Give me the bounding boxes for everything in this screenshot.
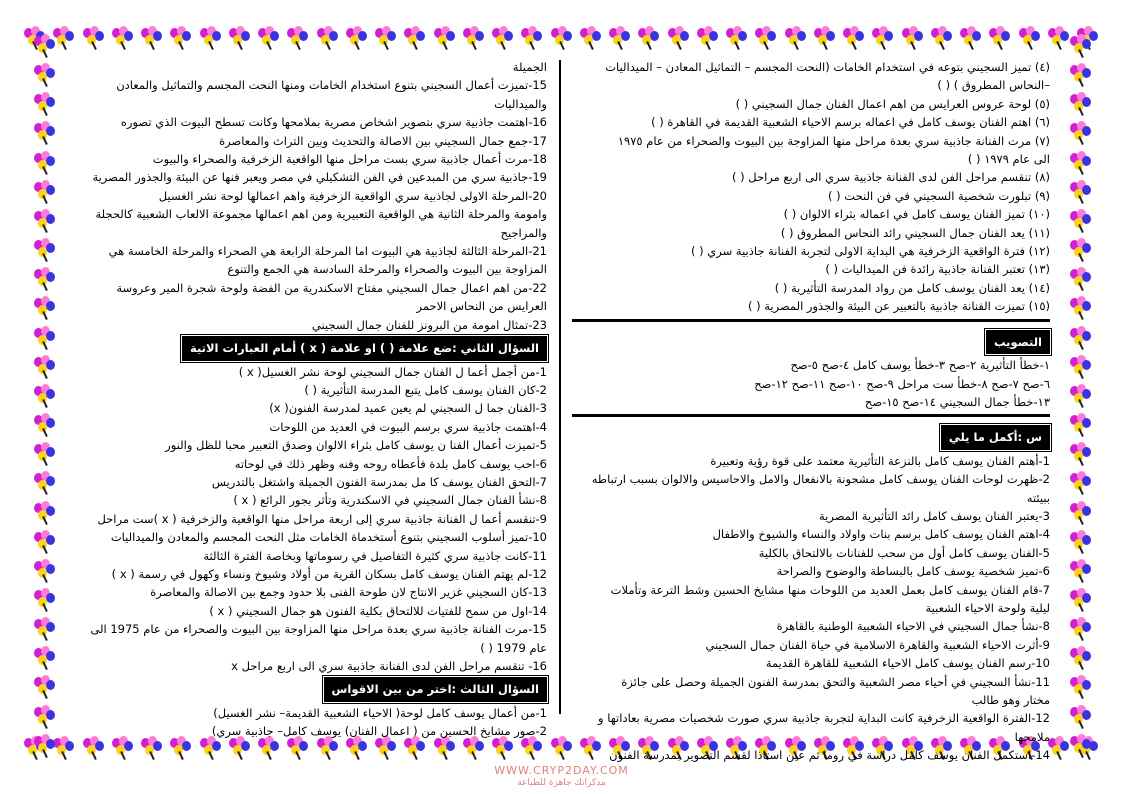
balloon-bunch-icon [755,26,777,50]
true-false-statement: الى عام ١٩٧٩ ( ) [967,152,1050,167]
complete-statement: العرايس من النحاس الاحمر [416,299,547,314]
complete-statement: 8-نشأ جمال السجيني في الاحياء الشعبية الوطنية بالقاهرة [776,619,1050,634]
question-two-statement: 13-كان السجيني غزير الانتاج لان طوحة الفنى بلا حدود وجمع بين الاصالة والمعاصرة [150,585,547,600]
true-false-statement: –النحاس المطروق ) ( ) [937,78,1050,93]
balloon-bunch-icon [1070,705,1092,729]
complete-statement: والميداليات [494,96,547,111]
balloon-bunch-icon [638,26,660,50]
balloon-bunch-icon [34,326,56,350]
footer-note: مذكراتك جاهزة للطباعة [517,778,606,788]
complete-statement: 17-جمع جمال السجيني بين الاصالة والتحديث وبين التراث والمعاصرة [219,133,547,148]
balloon-bunch-icon [1070,442,1092,466]
complete-statement: 6-تميز شخصية يوسف كامل بالبساطة والوضوح والصراحة [776,564,1050,579]
balloon-bunch-icon [141,26,163,50]
correction-line: ٦-صح ٧-صح ٨-خطأ ست مراحل ٩-صح ١٠-صح ١١-صح ١٢-صح [754,376,1050,391]
complete-heading: س :أكمل ما يلي [941,425,1050,449]
section-rule [572,319,1050,322]
question-three-statement: 2-صور مشايخ الحسين من ( اعمال الفنان) يوسف كامل– جاذبية سري) [211,724,547,739]
balloon-bunch-icon [609,26,631,50]
balloon-bunch-icon [34,675,56,699]
balloon-bunch-icon [34,180,56,204]
balloon-bunch-icon [1070,92,1092,116]
complete-statement: 5-الفنان يوسف كامل أول من سحب للفنانات بالالتحاق بالكلية [758,545,1050,560]
balloon-bunch-icon [34,501,56,525]
true-false-statement: (١٤) يعد الفنان يوسف كامل من رواد المدرسة التأثيرية ( ) [774,280,1050,295]
balloon-bunch-icon [34,267,56,291]
balloon-bunch-icon [112,26,134,50]
balloon-bunch-icon [34,34,56,58]
question-two-statement: 11-كانت جاذبية سري كثيرة التفاصيل في رسوماتها وبخاصة الفترة الثالثة [203,548,547,563]
balloon-bunch-icon [34,442,56,466]
balloon-bunch-icon [346,26,368,50]
balloon-bunch-icon [170,26,192,50]
question-three-list [72,704,547,741]
balloon-bunch-icon [317,26,339,50]
section-rule [572,414,1050,417]
complete-statement: الجميلة [512,60,547,74]
balloon-bunch-icon [1070,384,1092,408]
balloon-bunch-icon [375,26,397,50]
balloon-bunch-icon [1070,326,1092,350]
balloon-bunch-icon [34,646,56,670]
question-two-statement: عام 1979 ( ) [480,640,547,655]
balloon-bunch-icon [1070,501,1092,525]
right-column [572,58,1050,765]
balloon-bunch-icon [1070,355,1092,379]
balloon-bunch-icon [726,26,748,50]
balloon-bunch-icon [258,26,280,50]
left-balloon-border [28,34,62,758]
balloon-bunch-icon [34,296,56,320]
question-two-list [72,363,547,676]
complete-statement: 21-المرحلة الثالثة لجاذبية هي البيوت اما المرحلة الرابعة هي الصحراء والمرحلة الخامسة هي [108,244,547,259]
complete-statement: 11-نشأ السجيني في أحياء مصر الشعبية والتحق بمدرسة الفنون الجميلة وحصل على جائزة [621,674,1050,689]
balloon-bunch-icon [34,617,56,641]
balloon-bunch-icon [34,121,56,145]
complete-statement: المزاوجة بين البيوت والصحراء والمرحلة السادسة هي الجمع والتنوع [227,262,547,277]
balloon-bunch-icon [34,588,56,612]
complete-statement: 19-جاذبية سري من المبدعين في الفن التشكيلي في مصر ويعبر فنها عن البيئة والجذور المصرية [92,170,547,185]
question-two-statement: 6-احب يوسف كامل بلدة فأعطاه روحه وفنه وظهر ذلك في لوحاته [234,456,547,471]
true-false-statement: (٩) تبلورت شخصية السجيني في فن النحت ( ) [828,188,1050,203]
true-false-list [572,58,1050,316]
balloon-bunch-icon [1070,267,1092,291]
balloon-bunch-icon [34,92,56,116]
balloon-bunch-icon [229,26,251,50]
complete-statement: 9-أثرت الاحياء الشعبية والقاهرة الاسلامية في حياة الفنان جمال السجيني [705,637,1050,652]
question-two-statement: 12-لم يهتم الفنان يوسف كامل بسكان القرية من أولاد وشيوخ ونساء وكهول في رسمة ( x ) [111,566,547,581]
balloon-bunch-icon [1070,675,1092,699]
true-false-statement: (١٥) تميزت الفنانة جاذبية بالتعبير عن البيئة والجذور المصرية ( ) [747,299,1050,314]
complete-statement: مختار وهو طالب [971,693,1050,707]
question-two-statement: 10-تميز أسلوب السجيني بتنوع أستخدماة الخامات مثل النحت المجسم والمعادن والميداليات [110,530,547,545]
question-two-statement: 4-اهتمت جاذبية سري برسم البيوت في العديد من اللوحات [269,419,547,434]
complete-statement: 22-من اهم اعمال جمال السجيني مفتاح الاسكندرية من الفضة ولوحة شجرة المير وعروسة [116,280,547,295]
complete-statement: 14-استكمل الفنان يوسف كامل دراسة في روما ثم عين استاذا لقسم التصوير بمدرسة الفنون [609,748,1050,763]
question-two-statement: 15-مرت الفنانة جاذبية سري بعدة مراحل منها المزاوجة بين البيوت والصحراء من عام 1975 الى [90,622,547,637]
balloon-bunch-icon [1070,588,1092,612]
question-two-statement: 1-من أجمل أعما ل الفنان جمال السجيني لوحة نشر الغسيل( x ) [238,364,547,379]
correction-line: ١-خطأ التأثيرية ٢-صح ٣-خطأ يوسف كامل ٤-صح ٥-صح [790,358,1050,373]
balloon-bunch-icon [843,26,865,50]
complete-list-continued [72,58,547,334]
balloon-bunch-icon [902,26,924,50]
balloon-bunch-icon [1070,121,1092,145]
balloon-bunch-icon [1070,238,1092,262]
balloon-bunch-icon [1070,734,1092,758]
complete-statement: 7-قام الفنان يوسف كامل بعمل العديد من اللوحات منها مشايخ الحسين وشط الترعة وتأملات [610,582,1050,597]
balloon-bunch-icon [34,705,56,729]
question-two-statement: 14-اول من سمح للفتيات للالتحاق بكلية الفنون هو جمال السجيني ( x ) [209,603,547,618]
balloon-bunch-icon [1070,646,1092,670]
balloon-bunch-icon [551,26,573,50]
footer-website: WWW.CRYP2DAY.COM [494,764,629,777]
question-two-heading: السؤال الثاني :ضع علامة ( ) او علامة ( x ) أمام العبارات الاتية [182,336,547,360]
correction-block [572,328,1050,412]
complete-statement: 10-رسم الفنان يوسف كامل الاحياء الشعبية للقاهرة القديمة [765,656,1050,671]
balloon-bunch-icon [1070,413,1092,437]
balloon-bunch-icon [1070,63,1092,87]
left-column [72,58,547,741]
complete-statement: 3-يعتبر الفنان يوسف كامل رائد التأثيرية المصرية [819,508,1050,523]
complete-statement: 15-تميزت أعمال السجيني بتنوع استخدام الخامات ومنها النحت المجسم والتماثيل والمعادن [116,78,547,93]
complete-statement: 16-اهتمت جاذبية سري بتصوير اشخاص مصرية بملامحها وكانت تسطح البيوت الذي تصوره [120,115,547,130]
balloon-bunch-icon [989,26,1011,50]
balloon-bunch-icon [287,26,309,50]
balloon-bunch-icon [1070,296,1092,320]
balloon-bunch-icon [1070,530,1092,554]
balloon-bunch-icon [1070,471,1092,495]
question-two-statement: 2-كان الفنان يوسف كامل يتبع المدرسة التأثيرية ( ) [304,382,547,397]
complete-statement: 4-اهتم الفنان يوسف كامل برسم بنات واولاد والنساء والشيوخ والاطفال [712,527,1050,542]
balloon-bunch-icon [960,26,982,50]
balloon-bunch-icon [668,26,690,50]
complete-statement: 18-مرت أعمال جاذبية سري بست مراحل منها الواقعية الزخرفية والصحراء والبيوت [152,152,547,167]
true-false-statement: (١٠) تميز الفنان يوسف كامل في اعماله بثراء الالوان ( ) [783,207,1050,222]
true-false-statement: (٤) تميز السجيني بتوعه في استخدام الخامات (النحت المجسم – التماثيل المعادن – الميداليات [605,60,1050,74]
complete-statement: ملامحها [1014,729,1050,744]
complete-statement: وامومة والمرحلة الثانية هي الواقعية التعبيرية ومن اهم اعمالها مجموعة الالعاب الشعبية كالحجلة [95,207,547,222]
balloon-bunch-icon [872,26,894,50]
balloon-bunch-icon [521,26,543,50]
question-two-statement: 5-تميزت أعمال الفنا ن يوسف كامل بثراء الالوان وصدق التعبير محبا للظل والنور [165,438,547,453]
balloon-bunch-icon [404,26,426,50]
balloon-bunch-icon [463,26,485,50]
balloon-bunch-icon [1019,26,1041,50]
balloon-bunch-icon [83,26,105,50]
complete-statement: 1-أهتم الفنان يوسف كامل بالنزعة التأثيرية معتمد على قوة رؤية وتعبيرة [710,453,1050,468]
balloon-bunch-icon [34,355,56,379]
balloon-bunch-icon [34,151,56,175]
true-false-statement: (١٢) فترة الواقعية الزخرفية هي البداية الاولى لتجربة الفنانة جاذبية سري ( ) [690,244,1050,259]
balloon-bunch-icon [34,734,56,758]
question-two-statement: 7-التحق الفنان يوسف كا مل بمدرسة الفنون الجميلة واشتغل بالتدريس [211,474,547,489]
true-false-statement: (٦) اهتم الفنان يوسف كامل في اعماله برسم الاحياء الشعبية القديمة في القاهرة ( ) [651,115,1050,130]
true-false-statement: (٥) لوحة عروس العرايس من اهم اعمال الفنان جمال السجيني ( ) [735,96,1050,111]
balloon-bunch-icon [1070,180,1092,204]
true-false-statement: (٨) تنقسم مراحل الفن لدى الفنانة جاذبية سري الى اربع مراحل ( ) [731,170,1050,185]
question-two-statement: 3-الفنان جما ل السجيني لم يعين عميد لمدرسة الفنون( x) [269,401,547,416]
balloon-bunch-icon [34,471,56,495]
balloon-bunch-icon [814,26,836,50]
balloon-bunch-icon [697,26,719,50]
complete-list [572,452,1050,765]
balloon-bunch-icon [1070,151,1092,175]
balloon-bunch-icon [34,384,56,408]
balloon-bunch-icon [580,26,602,50]
complete-statement: 20-المرحلة الاولى لجاذبية سري الواقعية الزخرفية واهم اعمالها لوحة نشر الغسيل [158,188,547,203]
true-false-statement: (١١) يعد الفنان جمال السجيني رائد النحاس المطروق ( ) [780,225,1050,240]
question-three-heading: السؤال الثالث :اختر من بين الاقواس [324,677,547,701]
right-balloon-border [1064,34,1098,758]
top-balloon-border [0,26,1123,60]
balloon-bunch-icon [34,413,56,437]
true-false-statement: (٧) مرت الفنانة جاذبية سري بعدة مراحل منها المزاوجة بين البيوت والصحراء من عام ١٩٧٥ [617,133,1050,148]
balloon-bunch-icon [785,26,807,50]
balloon-bunch-icon [492,26,514,50]
balloon-bunch-icon [34,530,56,554]
balloon-bunch-icon [34,559,56,583]
balloon-bunch-icon [434,26,456,50]
balloon-bunch-icon [931,26,953,50]
balloon-bunch-icon [34,209,56,233]
balloon-bunch-icon [551,736,573,760]
balloon-bunch-icon [34,238,56,262]
balloon-bunch-icon [1070,209,1092,233]
correction-line: ١٣-خطأ جمال السجيني ١٤-صح ١٥-صح [864,394,1050,409]
question-two-statement: 16- تنقسم مراحل الفن لدى الفنانة جاذبية سري الى اربع مراحل x [231,659,547,673]
question-three-statement: 1-من أعمال يوسف كامل لوحة( الاحياء الشعبية القديمة– نشر الغسيل) [213,705,547,720]
complete-statement: ليلية ولوحة الاحياء الشعبية [925,600,1050,615]
balloon-bunch-icon [200,26,222,50]
complete-statement: 12-الفترة الواقعية الزخرفية كانت البداية لتجربة جاذبية سري صورت شخصيات مصرية بعاداتها و [598,711,1050,726]
true-false-statement: (١٣) تعتبر الفنانة جاذبية رائدة فن الميداليات ( ) [825,262,1050,277]
balloon-bunch-icon [1070,617,1092,641]
question-two-statement: 8-نشأ الفنان جمال السجيني في الاسكندرية وتأثر بجور الرائع ( x ) [233,493,547,508]
balloon-bunch-icon [1070,559,1092,583]
balloon-bunch-icon [1070,34,1092,58]
correction-heading: التصويب [986,330,1050,354]
complete-statement: 23-تمثال امومة من البرونز للفنان جمال السجيني [311,317,547,332]
complete-statement: 2-ظهرت لوحات الفنان يوسف كامل مشحونة بالانفعال والامل والاحاسيس والالوان بسبب ارتباطه [591,472,1050,487]
balloon-bunch-icon [34,63,56,87]
complete-statement: والمراجيح [500,225,547,240]
complete-statement: ببيئته [1026,490,1050,505]
column-divider [559,60,561,714]
question-two-statement: 9-تنقسم أعما ل الفنانة جاذبية سري إلى اربعة مراحل منها الواقعية والزخرفية ( x )ست مراحل [97,511,547,526]
